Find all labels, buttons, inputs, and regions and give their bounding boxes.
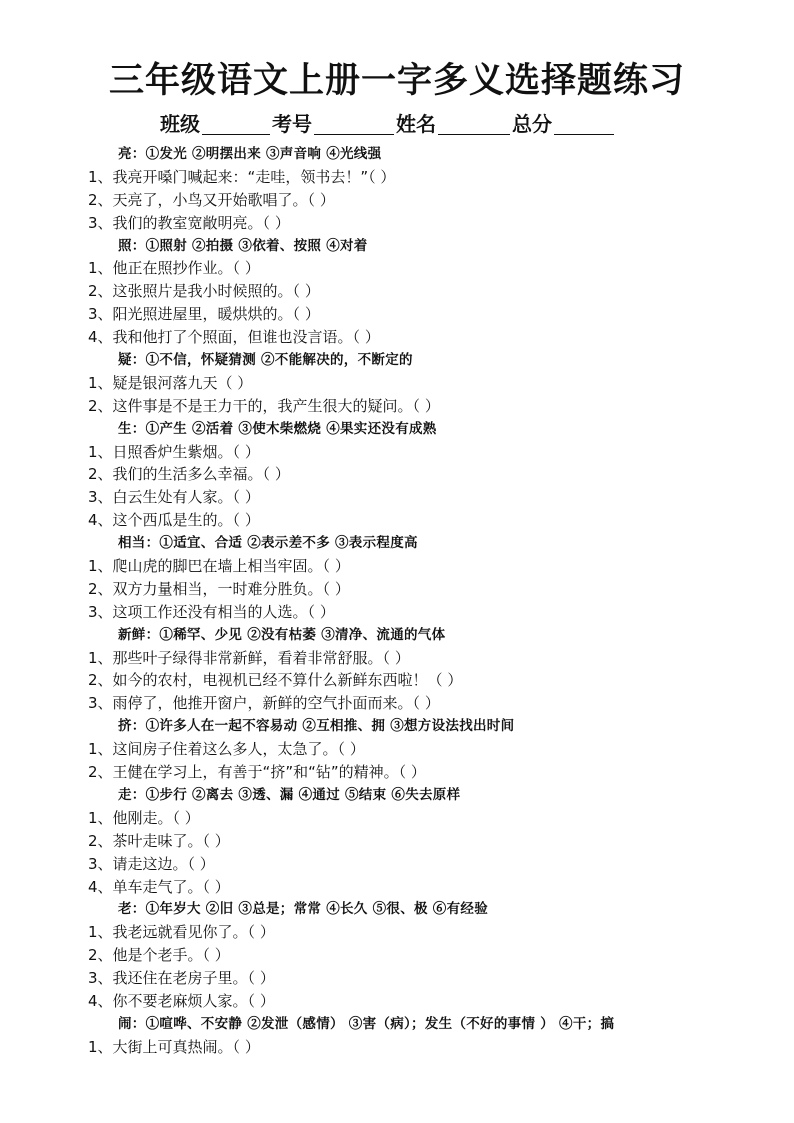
question-item: 4、我和他打了个照面，但谁也没言语。（ ） xyxy=(88,328,380,347)
word-definition: 挤：①许多人在一起不容易动 ②互相推、拥 ③想方设法找出时间 xyxy=(118,718,515,735)
question-item: 3、这项工作还没有相当的人选。（ ） xyxy=(88,602,335,621)
question-item: 1、爬山虎的脚巴在墙上相当牢固。（ ） xyxy=(88,557,350,576)
question-item: 3、我还住在老房子里。（ ） xyxy=(88,969,275,988)
question-item: 3、请走这边。（ ） xyxy=(88,854,215,873)
word-definition: 生：①产生 ②活着 ③使木柴燃烧 ④果实还没有成熟 xyxy=(118,420,437,437)
question-item: 1、疑是银河落九天（ ） xyxy=(88,373,253,392)
word-definition: 照：①照射 ②拍摄 ③依着、按照 ④对着 xyxy=(118,237,368,254)
question-item: 3、雨停了，他推开窗户，新鲜的空气扑面而来。（ ） xyxy=(88,694,440,713)
question-item: 2、这件事是不是王力干的，我产生很大的疑问。（ ） xyxy=(88,396,440,415)
question-item: 1、我亮开嗓门喊起来：“走哇，领书去！”（ ） xyxy=(88,167,396,186)
question-item: 2、如今的农村，电视机已经不算什么新鲜东西啦！（ ） xyxy=(88,671,463,690)
word-definition: 闹：①喧哗、不安静 ②发泄（感情） ③害（病）；发生（不好的事情 ） ④干；搞 xyxy=(118,1015,615,1032)
student-info-line xyxy=(160,110,616,138)
word-definition: 疑：①不信，怀疑猜测 ②不能解决的，不断定的 xyxy=(118,352,413,369)
question-item: 2、他是个老手。（ ） xyxy=(88,946,230,965)
total-score-label: 总分 xyxy=(512,112,552,136)
question-item: 2、这张照片是我小时候照的。（ ） xyxy=(88,282,320,301)
word-definition: 老：①年岁大 ②旧 ③总是；常常 ④长久 ⑤很、极 ⑥有经验 xyxy=(118,901,488,918)
question-item: 3、白云生处有人家。（ ） xyxy=(88,488,260,507)
class-label: 班级 xyxy=(160,112,200,136)
word-definition: 走：①步行 ②离去 ③透、漏 ④通过 ⑤结束 ⑥失去原样 xyxy=(118,786,461,803)
question-item: 1、大街上可真热闹。（ ） xyxy=(88,1037,260,1056)
word-definition: 新鲜：①稀罕、少见 ②没有枯萎 ③清净、流通的气体 xyxy=(118,626,446,643)
question-item: 4、单车走气了。（ ） xyxy=(88,877,230,896)
question-item: 4、你不要老麻烦人家。（ ） xyxy=(88,991,275,1010)
question-item: 2、王健在学习上，有善于“挤”和“钻”的精神。（ ） xyxy=(88,763,426,782)
question-item: 2、我们的生活多么幸福。（ ） xyxy=(88,465,290,484)
question-item: 1、日照香炉生紫烟。（ ） xyxy=(88,442,260,461)
word-definition: 亮：①发光 ②明摆出来 ③声音响 ④光线强 xyxy=(118,146,382,162)
question-item: 1、他正在照抄作业。（ ） xyxy=(88,259,260,278)
question-item: 2、茶叶走味了。（ ） xyxy=(88,831,230,850)
question-item: 1、这间房子住着这么多人，太急了。（ ） xyxy=(88,740,365,759)
exercise-list xyxy=(88,143,788,1059)
question-item: 1、那些叶子绿得非常新鲜，看着非常舒服。（ ） xyxy=(88,648,410,667)
name-blank[interactable] xyxy=(438,112,510,135)
question-item: 1、我老远就看见你了。（ ） xyxy=(88,923,275,942)
page-title: 三年级语文上册一字多义选择题练习 xyxy=(108,61,685,101)
class-blank[interactable] xyxy=(202,112,270,135)
question-item: 2、双方力量相当，一时难分胜负。（ ） xyxy=(88,579,350,598)
name-label: 姓名 xyxy=(396,112,436,136)
exam-number-label: 考号 xyxy=(272,112,312,136)
exam-number-blank[interactable] xyxy=(314,112,394,135)
question-item: 2、天亮了，小鸟又开始歌唱了。（ ） xyxy=(88,190,335,209)
question-item: 3、阳光照进屋里，暖烘烘的。（ ） xyxy=(88,305,320,324)
word-definition: 相当：①适宜、合适 ②表示差不多 ③表示程度高 xyxy=(118,535,418,552)
question-item: 1、他刚走。（ ） xyxy=(88,808,200,827)
question-item: 3、我们的教室宽敞明亮。（ ） xyxy=(88,213,290,232)
total-score-blank[interactable] xyxy=(554,112,614,135)
question-item: 4、这个西瓜是生的。（ ） xyxy=(88,511,260,530)
